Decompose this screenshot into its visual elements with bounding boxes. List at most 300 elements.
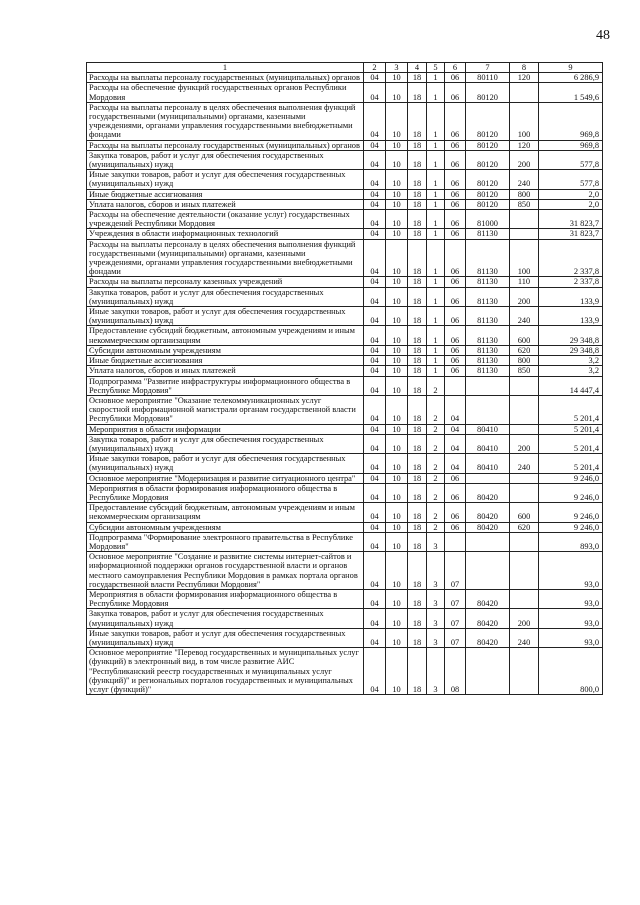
row-amount-cell: 93,0 bbox=[539, 589, 603, 608]
table-row bbox=[87, 473, 603, 483]
table-row bbox=[87, 287, 603, 306]
code-program-cell: 18 bbox=[408, 210, 427, 229]
row-amount-cell: 5 201,4 bbox=[539, 454, 603, 473]
row-name-cell: Расходы на обеспечение функций государственных органов Республики Мордовия bbox=[87, 83, 364, 102]
code-direction-cell bbox=[466, 552, 510, 590]
code-direction-cell: 80410 bbox=[466, 454, 510, 473]
code-activity-cell: 06 bbox=[445, 483, 466, 502]
code-section-cell: 04 bbox=[364, 229, 386, 239]
code-subsection-cell: 10 bbox=[386, 199, 408, 209]
row-amount-cell: 2,0 bbox=[539, 189, 603, 199]
row-name-cell: Закупка товаров, работ и услуг для обеспечения государственных (муниципальных) нужд bbox=[87, 150, 364, 169]
code-direction-cell: 81130 bbox=[466, 277, 510, 287]
code-subsection-cell: 10 bbox=[386, 356, 408, 366]
code-direction-cell: 80120 bbox=[466, 83, 510, 102]
row-name-cell: Предоставление субсидий бюджетным, автономным учреждениям и иным некоммерческим организациям bbox=[87, 326, 364, 345]
code-subprogram-cell: 1 bbox=[427, 140, 445, 150]
code-activity-cell: 06 bbox=[445, 170, 466, 189]
code-program-cell: 18 bbox=[408, 628, 427, 647]
code-program-cell: 18 bbox=[408, 424, 427, 434]
code-subprogram-cell: 2 bbox=[427, 473, 445, 483]
code-direction-cell: 81130 bbox=[466, 287, 510, 306]
code-activity-cell: 06 bbox=[445, 150, 466, 169]
code-program-cell: 18 bbox=[408, 376, 427, 395]
code-subsection-cell: 10 bbox=[386, 609, 408, 628]
table-row bbox=[87, 356, 603, 366]
code-direction-cell: 80420 bbox=[466, 609, 510, 628]
code-activity-cell: 07 bbox=[445, 589, 466, 608]
table-row bbox=[87, 326, 603, 345]
header-cell: 3 bbox=[386, 63, 408, 73]
row-name-cell: Основное мероприятие "Оказание телекоммуникационных услуг скоростной информационной магистрали органам государственной власти Республики Мордовия" bbox=[87, 395, 364, 424]
code-subsection-cell: 10 bbox=[386, 102, 408, 140]
code-section-cell: 04 bbox=[364, 345, 386, 355]
row-amount-cell: 31 823,7 bbox=[539, 210, 603, 229]
table-row bbox=[87, 628, 603, 647]
code-direction-cell bbox=[466, 532, 510, 551]
code-activity-cell: 06 bbox=[445, 140, 466, 150]
table-row bbox=[87, 199, 603, 209]
code-section-cell: 04 bbox=[364, 277, 386, 287]
code-subprogram-cell: 3 bbox=[427, 532, 445, 551]
table-row bbox=[87, 345, 603, 355]
code-subsection-cell: 10 bbox=[386, 345, 408, 355]
code-section-cell: 04 bbox=[364, 189, 386, 199]
code-subsection-cell: 10 bbox=[386, 589, 408, 608]
header-cell: 4 bbox=[408, 63, 427, 73]
code-program-cell: 18 bbox=[408, 356, 427, 366]
code-section-cell: 04 bbox=[364, 83, 386, 102]
row-amount-cell: 93,0 bbox=[539, 628, 603, 647]
code-program-cell: 18 bbox=[408, 589, 427, 608]
code-subsection-cell: 10 bbox=[386, 473, 408, 483]
code-activity-cell: 06 bbox=[445, 73, 466, 83]
code-section-cell: 04 bbox=[364, 395, 386, 424]
table-row bbox=[87, 210, 603, 229]
code-subsection-cell: 10 bbox=[386, 277, 408, 287]
code-subprogram-cell: 2 bbox=[427, 376, 445, 395]
row-name-cell: Мероприятия в области формирования информационного общества в Республике Мордовия bbox=[87, 483, 364, 502]
code-program-cell: 18 bbox=[408, 395, 427, 424]
row-name-cell: Основное мероприятие "Создание и развитие системы интернет-сайтов и информационной поддержки органов государственной власти и органов местного самоуправления Республики Мордовия в рамках портала органов государственной власти Республики Мордовия" bbox=[87, 552, 364, 590]
code-subsection-cell: 10 bbox=[386, 170, 408, 189]
code-program-cell: 18 bbox=[408, 434, 427, 453]
code-expense-type-cell bbox=[510, 376, 539, 395]
code-program-cell: 18 bbox=[408, 102, 427, 140]
code-expense-type-cell: 240 bbox=[510, 307, 539, 326]
row-amount-cell: 5 201,4 bbox=[539, 434, 603, 453]
code-program-cell: 18 bbox=[408, 229, 427, 239]
code-section-cell: 04 bbox=[364, 376, 386, 395]
code-expense-type-cell: 120 bbox=[510, 140, 539, 150]
row-name-cell: Расходы на выплаты персоналу казенных учреждений bbox=[87, 277, 364, 287]
row-amount-cell: 577,8 bbox=[539, 150, 603, 169]
code-subsection-cell: 10 bbox=[386, 454, 408, 473]
code-activity-cell: 06 bbox=[445, 287, 466, 306]
row-name-cell: Основное мероприятие "Перевод государственных и муниципальных услуг (функций) в электронный вид, в том числе развитие АИС "Республиканский реестр государственных и муниципальных услуг (функций)" и региональных порталов государственных и муниципальных услуг (функций)" bbox=[87, 648, 364, 695]
code-program-cell: 18 bbox=[408, 326, 427, 345]
code-subsection-cell: 10 bbox=[386, 395, 408, 424]
row-name-cell: Расходы на обеспечение деятельности (оказание услуг) государственных учреждений Республики Мордовия bbox=[87, 210, 364, 229]
code-program-cell: 18 bbox=[408, 189, 427, 199]
code-section-cell: 04 bbox=[364, 424, 386, 434]
code-direction-cell: 80420 bbox=[466, 522, 510, 532]
code-direction-cell: 81130 bbox=[466, 345, 510, 355]
row-name-cell: Иные бюджетные ассигнования bbox=[87, 356, 364, 366]
code-program-cell: 18 bbox=[408, 140, 427, 150]
row-name-cell: Учреждения в области информационных технологий bbox=[87, 229, 364, 239]
row-name-cell: Расходы на выплаты персоналу государственных (муниципальных) органов bbox=[87, 73, 364, 83]
code-program-cell: 18 bbox=[408, 239, 427, 277]
code-section-cell: 04 bbox=[364, 434, 386, 453]
code-expense-type-cell: 200 bbox=[510, 609, 539, 628]
code-section-cell: 04 bbox=[364, 532, 386, 551]
table-header-row bbox=[87, 63, 603, 73]
code-subprogram-cell: 3 bbox=[427, 589, 445, 608]
code-activity-cell: 06 bbox=[445, 366, 466, 376]
row-name-cell: Иные закупки товаров, работ и услуг для обеспечения государственных (муниципальных) нужд bbox=[87, 170, 364, 189]
code-activity-cell: 06 bbox=[445, 239, 466, 277]
code-section-cell: 04 bbox=[364, 648, 386, 695]
row-name-cell: Расходы на выплаты персоналу в целях обеспечения выполнения функций государственными (муниципальными) органами, казенными учреждениями, органами управления государственными внебюджетными фондами bbox=[87, 102, 364, 140]
code-program-cell: 18 bbox=[408, 199, 427, 209]
code-activity-cell: 07 bbox=[445, 609, 466, 628]
code-program-cell: 18 bbox=[408, 648, 427, 695]
code-section-cell: 04 bbox=[364, 150, 386, 169]
page-number: 48 bbox=[596, 28, 610, 43]
code-activity-cell: 06 bbox=[445, 356, 466, 366]
code-direction-cell: 80410 bbox=[466, 434, 510, 453]
code-program-cell: 18 bbox=[408, 609, 427, 628]
row-amount-cell: 9 246,0 bbox=[539, 483, 603, 502]
row-name-cell: Иные бюджетные ассигнования bbox=[87, 189, 364, 199]
code-expense-type-cell: 620 bbox=[510, 345, 539, 355]
code-subprogram-cell: 1 bbox=[427, 345, 445, 355]
code-expense-type-cell: 240 bbox=[510, 454, 539, 473]
code-subprogram-cell: 1 bbox=[427, 73, 445, 83]
row-name-cell: Расходы на выплаты персоналу в целях обеспечения выполнения функций государственными (муниципальными) органами, казенными учреждениями, органами управления государственными внебюджетными фондами bbox=[87, 239, 364, 277]
table-row bbox=[87, 150, 603, 169]
code-program-cell: 18 bbox=[408, 503, 427, 522]
row-amount-cell: 29 348,8 bbox=[539, 345, 603, 355]
code-section-cell: 04 bbox=[364, 366, 386, 376]
table-row bbox=[87, 83, 603, 102]
code-expense-type-cell: 240 bbox=[510, 170, 539, 189]
row-name-cell: Иные закупки товаров, работ и услуг для обеспечения государственных (муниципальных) нужд bbox=[87, 454, 364, 473]
code-program-cell: 18 bbox=[408, 345, 427, 355]
table-row bbox=[87, 609, 603, 628]
row-amount-cell: 9 246,0 bbox=[539, 473, 603, 483]
row-name-cell: Иные закупки товаров, работ и услуг для обеспечения государственных (муниципальных) нужд bbox=[87, 307, 364, 326]
row-amount-cell: 29 348,8 bbox=[539, 326, 603, 345]
code-subprogram-cell: 3 bbox=[427, 648, 445, 695]
code-subprogram-cell: 1 bbox=[427, 366, 445, 376]
code-subprogram-cell: 1 bbox=[427, 356, 445, 366]
code-subprogram-cell: 1 bbox=[427, 170, 445, 189]
row-name-cell: Уплата налогов, сборов и иных платежей bbox=[87, 366, 364, 376]
code-subsection-cell: 10 bbox=[386, 522, 408, 532]
code-expense-type-cell: 800 bbox=[510, 356, 539, 366]
table-row bbox=[87, 277, 603, 287]
code-program-cell: 18 bbox=[408, 473, 427, 483]
row-amount-cell: 3,2 bbox=[539, 356, 603, 366]
table-row bbox=[87, 532, 603, 551]
code-expense-type-cell: 200 bbox=[510, 150, 539, 169]
row-amount-cell: 5 201,4 bbox=[539, 424, 603, 434]
code-section-cell: 04 bbox=[364, 522, 386, 532]
code-section-cell: 04 bbox=[364, 609, 386, 628]
code-subprogram-cell: 1 bbox=[427, 210, 445, 229]
code-subsection-cell: 10 bbox=[386, 189, 408, 199]
row-name-cell: Закупка товаров, работ и услуг для обеспечения государственных (муниципальных) нужд bbox=[87, 287, 364, 306]
code-activity-cell: 07 bbox=[445, 552, 466, 590]
row-name-cell: Иные закупки товаров, работ и услуг для обеспечения государственных (муниципальных) нужд bbox=[87, 628, 364, 647]
code-section-cell: 04 bbox=[364, 356, 386, 366]
code-program-cell: 18 bbox=[408, 170, 427, 189]
code-activity-cell: 06 bbox=[445, 199, 466, 209]
code-section-cell: 04 bbox=[364, 473, 386, 483]
header-cell: 2 bbox=[364, 63, 386, 73]
row-name-cell: Подпрограмма "Формирование электронного правительства в Республике Мордовия" bbox=[87, 532, 364, 551]
code-expense-type-cell bbox=[510, 473, 539, 483]
code-subprogram-cell: 2 bbox=[427, 483, 445, 502]
table-row bbox=[87, 424, 603, 434]
table-row bbox=[87, 102, 603, 140]
code-expense-type-cell bbox=[510, 424, 539, 434]
code-section-cell: 04 bbox=[364, 483, 386, 502]
code-activity-cell: 06 bbox=[445, 345, 466, 355]
table-row bbox=[87, 189, 603, 199]
code-subsection-cell: 10 bbox=[386, 424, 408, 434]
code-expense-type-cell bbox=[510, 83, 539, 102]
budget-table bbox=[86, 62, 603, 695]
code-direction-cell: 81130 bbox=[466, 307, 510, 326]
code-subprogram-cell: 1 bbox=[427, 229, 445, 239]
code-program-cell: 18 bbox=[408, 73, 427, 83]
code-activity-cell: 06 bbox=[445, 210, 466, 229]
code-subsection-cell: 10 bbox=[386, 628, 408, 647]
code-program-cell: 18 bbox=[408, 83, 427, 102]
code-direction-cell: 80120 bbox=[466, 170, 510, 189]
code-subprogram-cell: 3 bbox=[427, 552, 445, 590]
row-amount-cell: 31 823,7 bbox=[539, 229, 603, 239]
header-cell: 5 bbox=[427, 63, 445, 73]
code-subsection-cell: 10 bbox=[386, 150, 408, 169]
row-amount-cell: 800,0 bbox=[539, 648, 603, 695]
code-activity-cell: 08 bbox=[445, 648, 466, 695]
table-row bbox=[87, 454, 603, 473]
code-subprogram-cell: 2 bbox=[427, 424, 445, 434]
code-section-cell: 04 bbox=[364, 326, 386, 345]
row-amount-cell: 93,0 bbox=[539, 609, 603, 628]
code-expense-type-cell bbox=[510, 552, 539, 590]
code-section-cell: 04 bbox=[364, 503, 386, 522]
code-subsection-cell: 10 bbox=[386, 552, 408, 590]
code-subsection-cell: 10 bbox=[386, 376, 408, 395]
code-program-cell: 18 bbox=[408, 532, 427, 551]
code-direction-cell bbox=[466, 648, 510, 695]
code-activity-cell bbox=[445, 376, 466, 395]
code-subsection-cell: 10 bbox=[386, 287, 408, 306]
code-expense-type-cell bbox=[510, 210, 539, 229]
code-subsection-cell: 10 bbox=[386, 483, 408, 502]
code-activity-cell: 04 bbox=[445, 454, 466, 473]
code-program-cell: 18 bbox=[408, 366, 427, 376]
code-activity-cell: 04 bbox=[445, 395, 466, 424]
code-expense-type-cell: 800 bbox=[510, 189, 539, 199]
code-direction-cell: 80120 bbox=[466, 140, 510, 150]
row-amount-cell: 893,0 bbox=[539, 532, 603, 551]
code-direction-cell: 81130 bbox=[466, 356, 510, 366]
code-direction-cell: 81130 bbox=[466, 326, 510, 345]
header-cell: 6 bbox=[445, 63, 466, 73]
header-cell: 1 bbox=[87, 63, 364, 73]
code-direction-cell: 80120 bbox=[466, 102, 510, 140]
code-section-cell: 04 bbox=[364, 170, 386, 189]
code-expense-type-cell bbox=[510, 395, 539, 424]
table-row bbox=[87, 648, 603, 695]
row-name-cell: Закупка товаров, работ и услуг для обеспечения государственных (муниципальных) нужд bbox=[87, 609, 364, 628]
code-activity-cell: 06 bbox=[445, 326, 466, 345]
code-section-cell: 04 bbox=[364, 140, 386, 150]
code-activity-cell: 06 bbox=[445, 277, 466, 287]
table-row bbox=[87, 307, 603, 326]
code-subprogram-cell: 1 bbox=[427, 150, 445, 169]
code-subsection-cell: 10 bbox=[386, 532, 408, 551]
code-subsection-cell: 10 bbox=[386, 366, 408, 376]
code-subsection-cell: 10 bbox=[386, 648, 408, 695]
row-name-cell: Мероприятия в области формирования информационного общества в Республике Мордовия bbox=[87, 589, 364, 608]
code-direction-cell: 80420 bbox=[466, 589, 510, 608]
code-direction-cell: 80420 bbox=[466, 628, 510, 647]
code-activity-cell bbox=[445, 532, 466, 551]
row-amount-cell: 93,0 bbox=[539, 552, 603, 590]
code-expense-type-cell: 120 bbox=[510, 73, 539, 83]
row-amount-cell: 3,2 bbox=[539, 366, 603, 376]
row-name-cell: Уплата налогов, сборов и иных платежей bbox=[87, 199, 364, 209]
row-name-cell: Предоставление субсидий бюджетным, автономным учреждениям и иным некоммерческим организациям bbox=[87, 503, 364, 522]
code-expense-type-cell bbox=[510, 648, 539, 695]
code-expense-type-cell: 100 bbox=[510, 239, 539, 277]
code-direction-cell: 80420 bbox=[466, 503, 510, 522]
code-subprogram-cell: 1 bbox=[427, 239, 445, 277]
code-program-cell: 18 bbox=[408, 287, 427, 306]
code-expense-type-cell: 200 bbox=[510, 434, 539, 453]
code-subprogram-cell: 2 bbox=[427, 454, 445, 473]
row-amount-cell: 577,8 bbox=[539, 170, 603, 189]
code-subprogram-cell: 2 bbox=[427, 434, 445, 453]
code-direction-cell bbox=[466, 376, 510, 395]
table-body bbox=[87, 73, 603, 695]
code-direction-cell: 81000 bbox=[466, 210, 510, 229]
row-amount-cell: 6 286,9 bbox=[539, 73, 603, 83]
code-section-cell: 04 bbox=[364, 589, 386, 608]
code-subsection-cell: 10 bbox=[386, 73, 408, 83]
code-subprogram-cell: 1 bbox=[427, 277, 445, 287]
code-section-cell: 04 bbox=[364, 210, 386, 229]
table-row bbox=[87, 73, 603, 83]
code-subprogram-cell: 1 bbox=[427, 326, 445, 345]
row-amount-cell: 9 246,0 bbox=[539, 522, 603, 532]
code-expense-type-cell: 110 bbox=[510, 277, 539, 287]
code-direction-cell: 81130 bbox=[466, 239, 510, 277]
table-row bbox=[87, 229, 603, 239]
table-row bbox=[87, 140, 603, 150]
code-direction-cell: 80120 bbox=[466, 150, 510, 169]
row-amount-cell: 1 549,6 bbox=[539, 83, 603, 102]
code-subprogram-cell: 2 bbox=[427, 522, 445, 532]
row-amount-cell: 2 337,8 bbox=[539, 239, 603, 277]
code-direction-cell: 80410 bbox=[466, 424, 510, 434]
row-name-cell: Субсидии автономным учреждениям bbox=[87, 522, 364, 532]
code-direction-cell: 80420 bbox=[466, 483, 510, 502]
table-row bbox=[87, 170, 603, 189]
header-cell: 9 bbox=[539, 63, 603, 73]
code-program-cell: 18 bbox=[408, 307, 427, 326]
code-program-cell: 18 bbox=[408, 454, 427, 473]
row-amount-cell: 969,8 bbox=[539, 102, 603, 140]
table-row bbox=[87, 434, 603, 453]
code-direction-cell bbox=[466, 395, 510, 424]
row-name-cell: Основное мероприятие "Модернизация и развитие ситуационного центра" bbox=[87, 473, 364, 483]
code-activity-cell: 04 bbox=[445, 434, 466, 453]
table-row bbox=[87, 522, 603, 532]
row-amount-cell: 133,9 bbox=[539, 287, 603, 306]
table-row bbox=[87, 503, 603, 522]
code-activity-cell: 06 bbox=[445, 503, 466, 522]
code-subsection-cell: 10 bbox=[386, 326, 408, 345]
code-activity-cell: 07 bbox=[445, 628, 466, 647]
code-subprogram-cell: 2 bbox=[427, 395, 445, 424]
code-subsection-cell: 10 bbox=[386, 210, 408, 229]
table-row bbox=[87, 483, 603, 502]
code-subsection-cell: 10 bbox=[386, 307, 408, 326]
row-amount-cell: 2,0 bbox=[539, 199, 603, 209]
code-subprogram-cell: 1 bbox=[427, 102, 445, 140]
code-activity-cell: 06 bbox=[445, 102, 466, 140]
row-name-cell: Расходы на выплаты персоналу государственных (муниципальных) органов bbox=[87, 140, 364, 150]
code-program-cell: 18 bbox=[408, 522, 427, 532]
code-expense-type-cell: 100 bbox=[510, 102, 539, 140]
code-direction-cell: 80120 bbox=[466, 199, 510, 209]
table-row bbox=[87, 552, 603, 590]
table-row bbox=[87, 376, 603, 395]
code-expense-type-cell: 600 bbox=[510, 503, 539, 522]
code-subprogram-cell: 1 bbox=[427, 199, 445, 209]
code-subprogram-cell: 1 bbox=[427, 189, 445, 199]
code-expense-type-cell: 240 bbox=[510, 628, 539, 647]
code-subprogram-cell: 2 bbox=[427, 503, 445, 522]
code-section-cell: 04 bbox=[364, 628, 386, 647]
code-expense-type-cell: 620 bbox=[510, 522, 539, 532]
code-activity-cell: 06 bbox=[445, 522, 466, 532]
code-subsection-cell: 10 bbox=[386, 503, 408, 522]
row-amount-cell: 969,8 bbox=[539, 140, 603, 150]
row-name-cell: Подпрограмма "Развитие инфраструктуры информационного общества в Республике Мордовия" bbox=[87, 376, 364, 395]
row-amount-cell: 2 337,8 bbox=[539, 277, 603, 287]
code-direction-cell: 80120 bbox=[466, 189, 510, 199]
code-expense-type-cell: 600 bbox=[510, 326, 539, 345]
code-subsection-cell: 10 bbox=[386, 434, 408, 453]
code-subsection-cell: 10 bbox=[386, 229, 408, 239]
code-section-cell: 04 bbox=[364, 287, 386, 306]
code-program-cell: 18 bbox=[408, 277, 427, 287]
code-activity-cell: 06 bbox=[445, 229, 466, 239]
code-section-cell: 04 bbox=[364, 454, 386, 473]
code-subsection-cell: 10 bbox=[386, 239, 408, 277]
code-subprogram-cell: 3 bbox=[427, 609, 445, 628]
code-expense-type-cell: 850 bbox=[510, 366, 539, 376]
